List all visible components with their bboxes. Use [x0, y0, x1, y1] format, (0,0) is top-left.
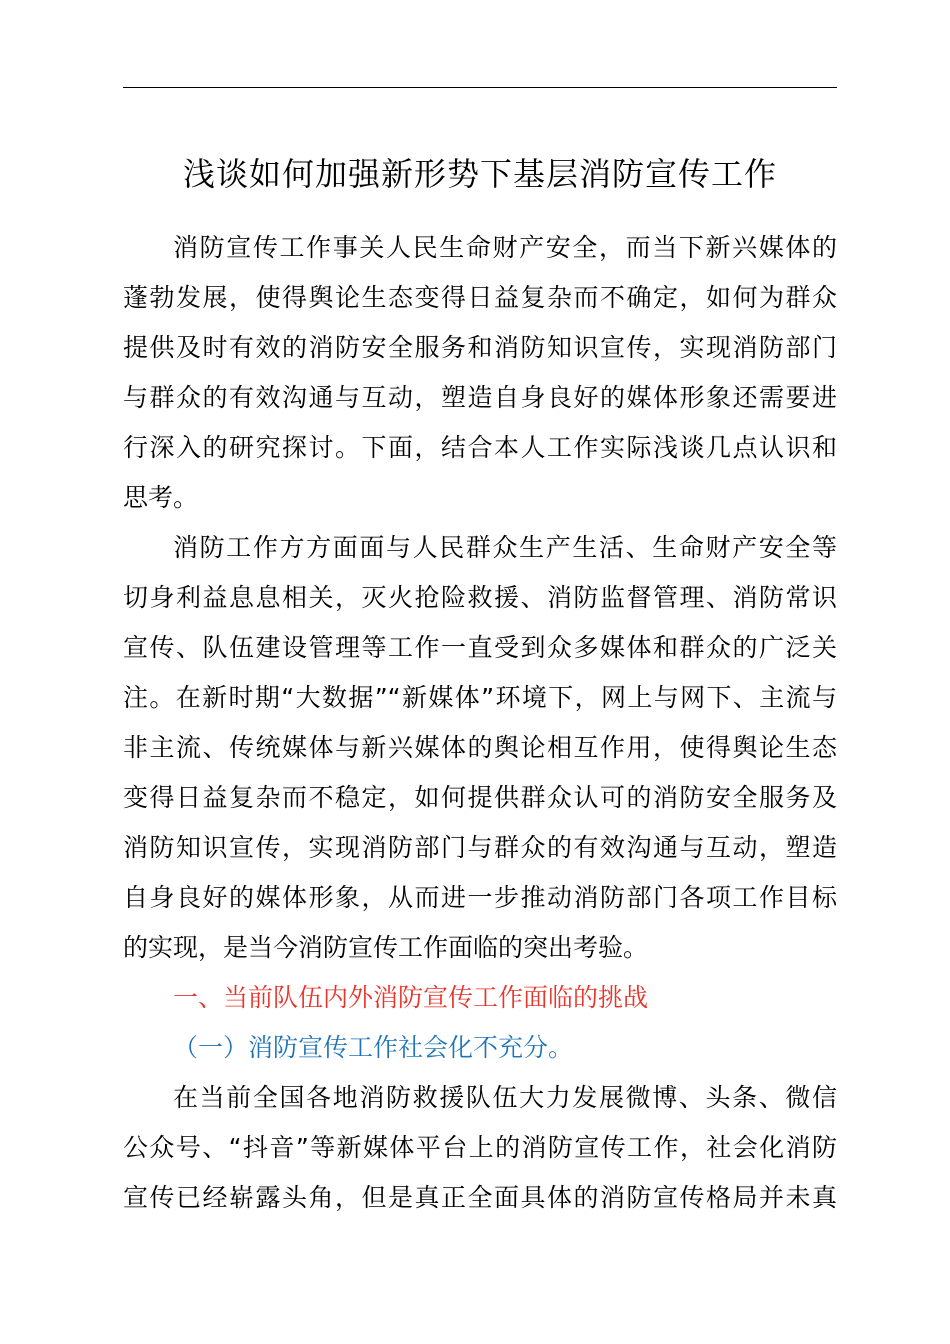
- paragraph-line: 宣传已经崭露头角，但是真正全面具体的消防宣传格局并未真: [123, 1183, 837, 1212]
- paragraph-line: 宣传、队伍建设管理等工作一直受到众多媒体和群众的广泛关: [123, 633, 837, 662]
- paragraph-line: 变得日益复杂而不稳定，如何提供群众认可的消防安全服务及: [123, 783, 837, 812]
- paragraph-line: 的实现，是当今消防宣传工作面临的突出考验。: [123, 933, 649, 962]
- paragraph-line: 在当前全国各地消防救援队伍大力发展微博、头条、微信: [173, 1083, 837, 1112]
- section-heading: 一、当前队伍内外消防宣传工作面临的挑战: [173, 983, 649, 1012]
- paragraph-line: 消防宣传工作事关人民生命财产安全，而当下新兴媒体的: [173, 233, 837, 262]
- document-title: 浅谈如何加强新形势下基层消防宣传工作: [182, 155, 777, 193]
- paragraph-line: 与群众的有效沟通与互动，塑造自身良好的媒体形象还需要进: [123, 383, 837, 412]
- paragraph-line: 切身利益息息相关，灭火抢险救援、消防监督管理、消防常识: [123, 583, 837, 612]
- paragraph-line: 自身良好的媒体形象，从而进一步推动消防部门各项工作目标: [123, 883, 837, 912]
- header-rule: [123, 87, 837, 88]
- paragraph-line: 行深入的研究探讨。下面，结合本人工作实际浅谈几点认识和: [123, 433, 837, 462]
- paragraph-line: 消防工作方方面面与人民群众生产生活、生命财产安全等: [173, 533, 837, 562]
- paragraph-line: 非主流、传统媒体与新兴媒体的舆论相互作用，使得舆论生态: [123, 733, 837, 762]
- paragraph-line: 消防知识宣传，实现消防部门与群众的有效沟通与互动，塑造: [123, 833, 837, 862]
- paragraph-line: 注。在新时期“大数据”“新媒体”环境下，网上与网下、主流与: [123, 683, 837, 712]
- paragraph-line: 蓬勃发展，使得舆论生态变得日益复杂而不确定，如何为群众: [123, 283, 837, 312]
- paragraph-line: 思考。: [123, 483, 199, 512]
- paragraph-line: 公众号、“抖音”等新媒体平台上的消防宣传工作，社会化消防: [123, 1133, 837, 1162]
- subsection-heading: （一）消防宣传工作社会化不充分。: [173, 1033, 574, 1062]
- paragraph-line: 提供及时有效的消防安全服务和消防知识宣传，实现消防部门: [123, 333, 837, 362]
